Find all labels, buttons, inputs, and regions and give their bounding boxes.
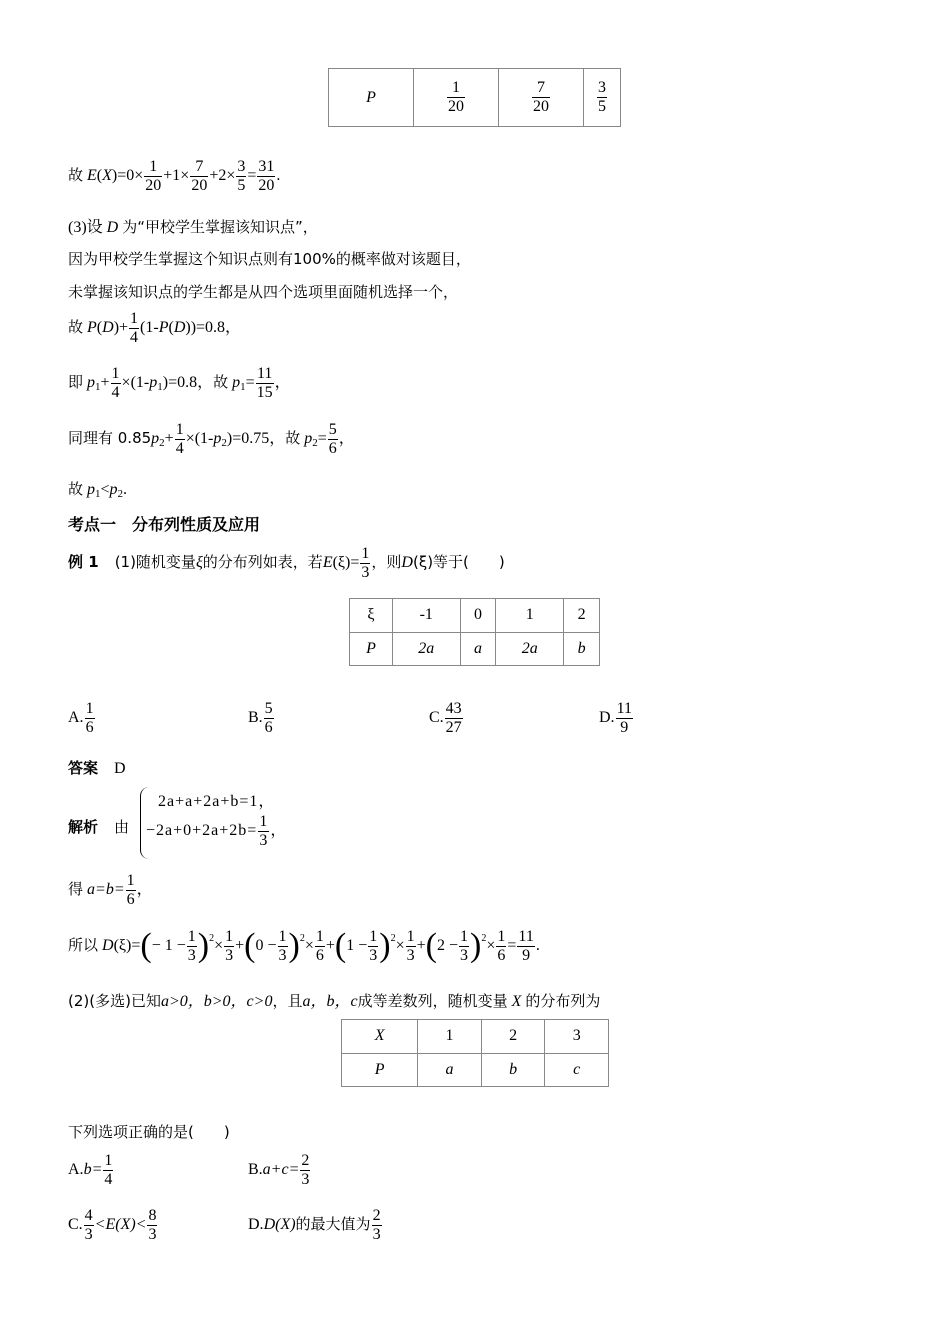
part3-line3: 未掌握该知识点的学生都是从四个选项里面随机选择一个， xyxy=(68,283,459,301)
part2-intro: (2)(多选)已知a>0，b>0，c>0，且a，b，c成等差数列，随机变量 X 的分布列为 xyxy=(68,992,601,1010)
top-probability-table xyxy=(328,68,621,127)
p2-equation: 同理有 $0.85p_2+$ $\frac{1}{4}$ $\times(1-p_2)=0.75$，故 $p_2=$ $\frac{5}{6}$ ， xyxy=(68,421,355,457)
table-cell: $\frac{7}{20}$ xyxy=(499,69,584,127)
system-eq1: 2a+a+2a+b=1， xyxy=(158,793,276,810)
table-header: ξ xyxy=(350,599,393,633)
table-header: 0 xyxy=(460,599,496,633)
table-cell: $\frac{1}{20}$ xyxy=(414,69,499,127)
part3-line1: (3)设 D 为“甲校学生掌握该知识点”， xyxy=(68,218,318,236)
table-header: X xyxy=(342,1020,418,1054)
pd-equation: 故 P(D)+ $\frac{1}{4}$ (1-P(D))=0.8， xyxy=(68,310,242,346)
table-header: 2 xyxy=(481,1020,545,1054)
p1-equation: 即 $p_1+$ $\frac{1}{4}$ $\times(1-p_1)=0.8$，故 $p_1=$ $\frac{11}{15}$ ， xyxy=(68,365,291,401)
example1-question: 例 1 (1)随机变量ξ的分布列如表，若E(ξ)= $\frac{1}{3}$ ，则D(ξ)等于( ) xyxy=(68,545,505,581)
table-cell: b xyxy=(481,1053,545,1087)
section-title: 考点一 分布列性质及应用 xyxy=(68,515,261,534)
table-header: 1 xyxy=(418,1020,482,1054)
table-cell: a xyxy=(418,1053,482,1087)
p-conclusion: 故 $p_1<p_2$. xyxy=(68,480,128,500)
variance-line: 所以 D(ξ)=(− 1 − $\frac{1}{3}$ )$^2$× $\frac{1}{3}$ +(0 − $\frac{1}{3}$ )$^2$× $\frac{1}{6}$ +(1 − $\frac{1}{3}$ )$^2$× $\frac{1}{3}$ +(2 − $\frac{1}{3}$ )$^2$× $\frac{1}{6}$ = $\frac{11}{9}$ . xyxy=(68,927,540,965)
table-cell: P xyxy=(329,69,414,127)
table-cell: 2a xyxy=(496,632,564,666)
table-header: 1 xyxy=(496,599,564,633)
option-c[interactable]: C. $\frac{43}{27}$ xyxy=(429,700,462,736)
system-eq2: −2a+0+2a+2b= $\frac{1}{3}$ ， xyxy=(146,813,288,849)
table-cell: P xyxy=(342,1053,418,1087)
expectation-line: 故 E(X)=0× $\frac{1}{20}$ +1× $\frac{7}{20}$ +2× $\frac{3}{5}$ = $\frac{31}{20}$ . xyxy=(68,158,281,194)
option-b[interactable]: B. $\frac{5}{6}$ xyxy=(248,700,273,736)
table-cell: b xyxy=(564,632,600,666)
option2-c[interactable]: C. $\frac{4}{3}$ <E(X)< $\frac{8}{3}$ xyxy=(68,1207,157,1243)
option-a[interactable]: A. $\frac{1}{6}$ xyxy=(68,700,94,736)
table-header: 2 xyxy=(564,599,600,633)
part3-line2: 因为甲校学生掌握这个知识点则有100%的概率做对该题目， xyxy=(68,250,471,268)
answer-line: 答案 D xyxy=(68,759,126,777)
analysis-label: 解析 由 xyxy=(68,818,130,836)
option-d[interactable]: D. $\frac{11}{9}$ xyxy=(599,700,632,736)
table-cell: a xyxy=(460,632,496,666)
table-header: 3 xyxy=(545,1020,609,1054)
ab-result: 得 a=b= $\frac{1}{6}$ ， xyxy=(68,872,153,908)
x-distribution-table xyxy=(341,1019,609,1087)
table-cell: $\frac{3}{5}$ xyxy=(584,69,621,127)
xi-distribution-table xyxy=(349,598,600,666)
table-header: -1 xyxy=(392,599,460,633)
option2-a[interactable]: A.b= $\frac{1}{4}$ xyxy=(68,1152,113,1188)
option2-d[interactable]: D.D(X)的最大值为 $\frac{2}{3}$ xyxy=(248,1207,381,1243)
table-cell: 2a xyxy=(392,632,460,666)
option2-b[interactable]: B.a+c= $\frac{2}{3}$ xyxy=(248,1152,310,1188)
table-cell: P xyxy=(350,632,393,666)
question-line: 下列选项正确的是( ) xyxy=(68,1123,230,1141)
table-cell: c xyxy=(545,1053,609,1087)
